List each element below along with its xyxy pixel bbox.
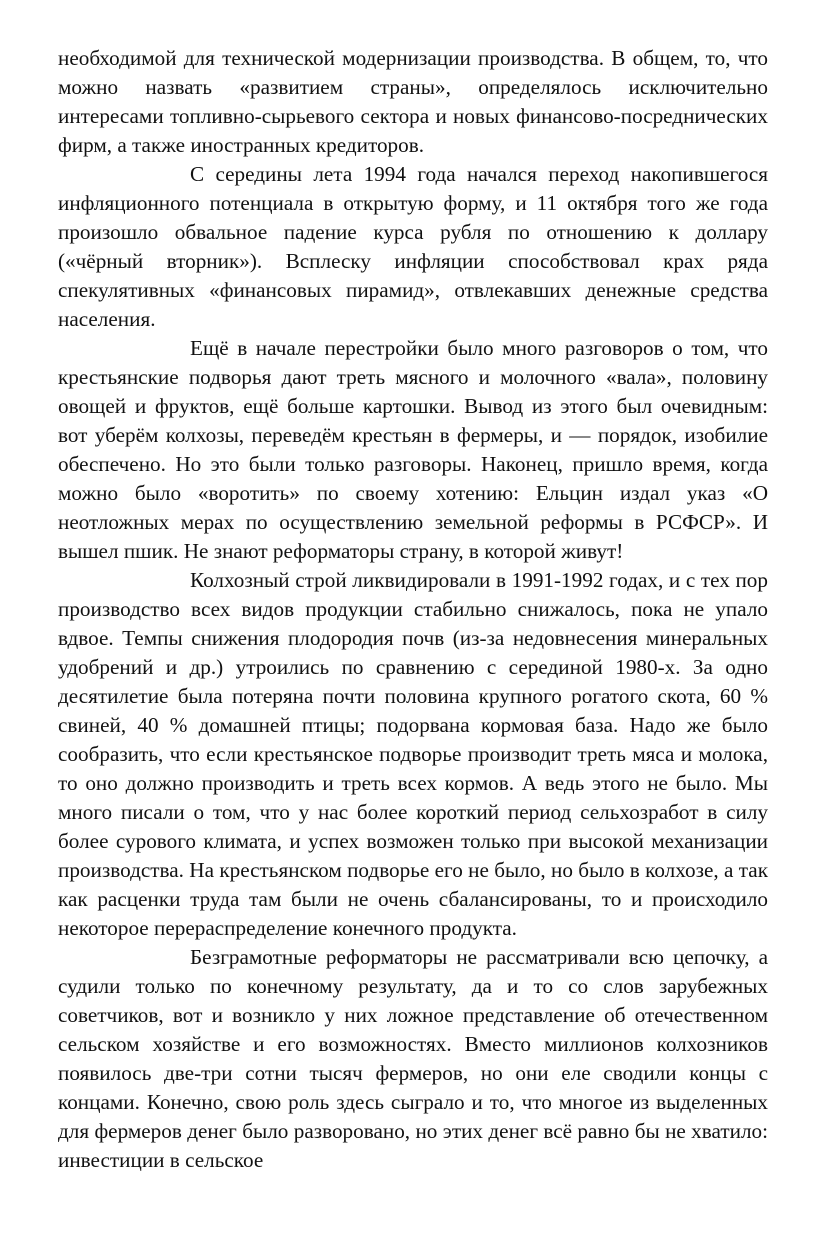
paragraph-5: Безграмотные реформаторы не рассматривали всю цепочку, а судили только по конечному результату, да и то со слов зарубежных советчиков, вот и возникло у них ложное представление об отечественном сельском хозяйстве и его возможностях. Вместо миллионов колхозников появилось две-три сотни тысяч фермеров, но они еле сводили концы с концами. Конечно, свою роль здесь сыграло и то, что многое из выделенных для фермеров денег было разворовано, но этих денег всё равно бы не хватило: инвестиции в сельское (58, 945, 768, 1172)
paragraph-3: Ещё в начале перестройки было много разговоров о том, что крестьянские подворья дают треть мясного и молочного «вала», половину овощей и фруктов, ещё больше картошки. Вывод из этого был очевидным: вот уберём колхозы, переведём крестьян в фермеры, и — порядок, изобилие обеспечено. Но это были только разговоры. Наконец, пришло время, когда можно было «воротить» по своему хотению: Ельцин издал указ «О неотложных мерах по осуществлению земельной реформы в РСФСР». И вышел пшик. Не знают реформаторы страну, в которой живут! (58, 336, 768, 563)
paragraph-4: Колхозный строй ликвидировали в 1991-1992 годах, и с тех пор производство всех видов продукции стабильно снижалось, пока не упало вдвое. Темпы снижения плодородия почв (из-за недовнесения минеральных удобрений и др.) утроились по сравнению с серединой 1980-х. За одно десятилетие была потеряна почти половина крупного рогатого скота, 60 % свиней, 40 % домашней птицы; подорвана кормовая база. Надо же было сообразить, что если крестьянское подворье производит треть мяса и молока, то оно должно производить и треть всех кормов. А ведь этого не было. Мы много писали о том, что у нас более короткий период сельхозработ в силу более сурового климата, и успех возможен только при высокой механизации производства. На крестьянском подворье его не было, но было в колхозе, а так как расценки труда там были не очень сбалансированы, то и происходило некоторое перераспределение конечного продукта. (58, 568, 768, 940)
paragraph-2: С середины лета 1994 года начался переход накопившегося инфляционного потенциала в открытую форму, и 11 октября того же года произошло обвальное падение курса рубля по отношению к доллару («чёрный вторник»). Всплеску инфляции способствовал крах ряда спекулятивных «финансовых пирамид», отвлекавших денежные средства населения. (58, 162, 768, 331)
document-page (58, 44, 768, 1175)
paragraph-1: необходимой для технической модернизации производства. В общем, то, что можно назвать «развитием страны», определялось исключительно интересами топливно-сырьевого сектора и новых финансово-посреднических фирм, а также иностранных кредиторов. (58, 46, 768, 157)
